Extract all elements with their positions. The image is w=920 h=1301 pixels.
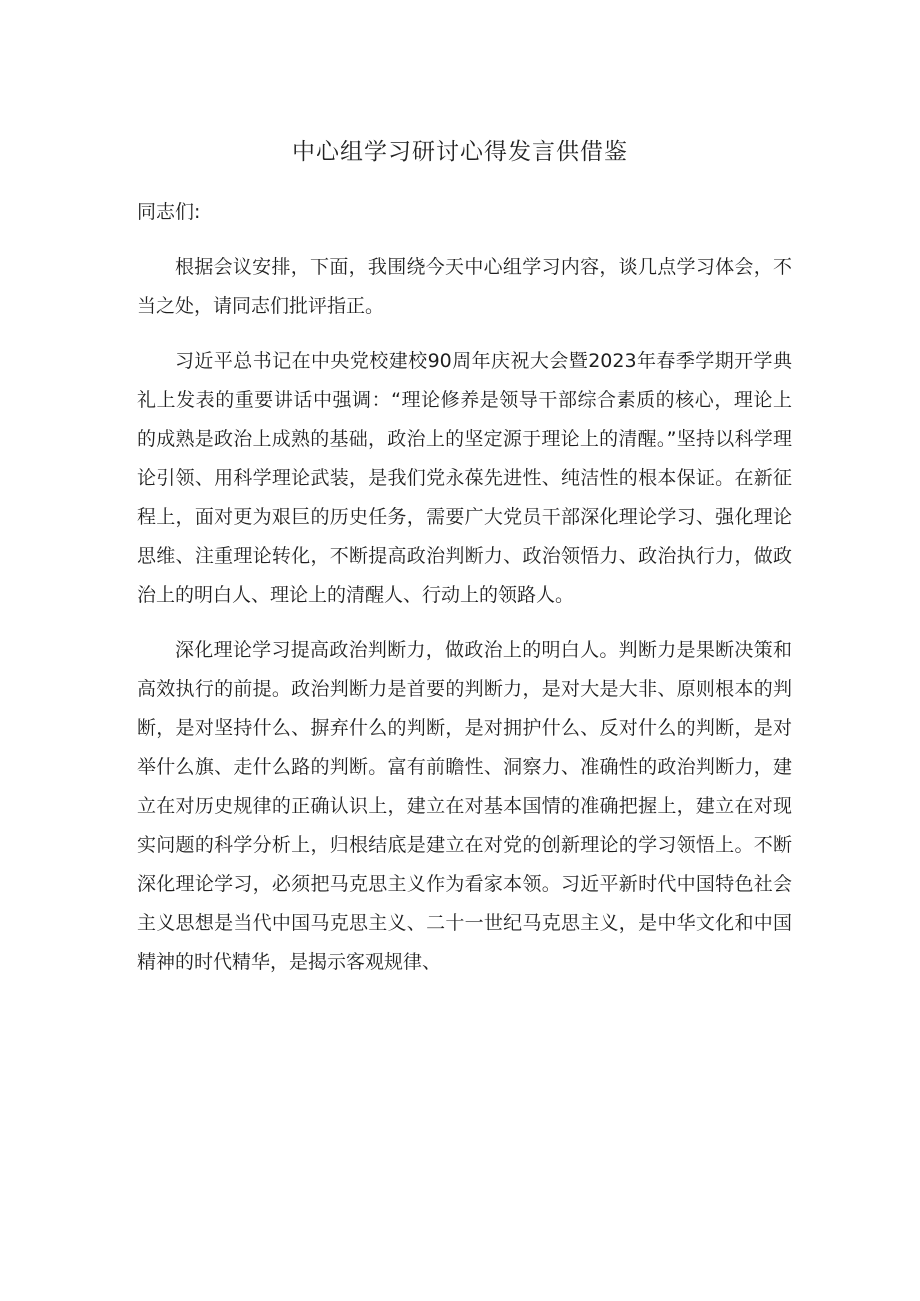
paragraph-judgment: 深化理论学习提高政治判断力，做政治上的明白人。判断力是果断决策和高效执行的前提。政治判断力是首要的判断力，是对大是大非、原则根本的判断，是对坚持什么、摒弃什么的判断，是对拥护什么、反对什么的判断，是对举什么旗、走什么路的判断。富有前瞻性、洞察力、准确性的政治判断力，建立在对历史规律的正确认识上，建立在对基本国情的准确把握上，建立在对现实问题的科学分析上，归根结底是建立在对党的创新理论的学习领悟上。不断深化理论学习，必须把马克思主义作为看家本领。习近平新时代中国特色社会主义思想是当代中国马克思主义、二十一世纪马克思主义，是中华文化和中国精神的时代精华，是揭示客观规律、 [137, 639, 792, 973]
paragraph-quote: 习近平总书记在中央党校建校90周年庆祝大会暨2023年春季学期开学典礼上发表的重要讲话中强调：“理论修养是领导干部综合素质的核心，理论上的成熟是政治上成熟的基础，政治上的坚定源于理论上的清醒。”坚持以科学理论引领、用科学理论武装，是我们党永葆先进性、纯洁性的根本保证。在新征程上，面对更为艰巨的历史任务，需要广大党员干部深化理论学习、强化理论思维、注重理论转化，不断提高政治判断力、政治领悟力、政治执行力，做政治上的明白人、理论上的清醒人、行动上的领路人。 [137, 350, 792, 606]
paragraph-intro: 根据会议安排，下面，我围绕今天中心组学习内容，谈几点学习体会，不当之处，请同志们批评指正。 [137, 256, 792, 317]
document-title: 中心组学习研讨心得发言供借鉴 [292, 139, 628, 165]
salutation: 同志们: [137, 201, 201, 223]
document-body [137, 193, 792, 998]
